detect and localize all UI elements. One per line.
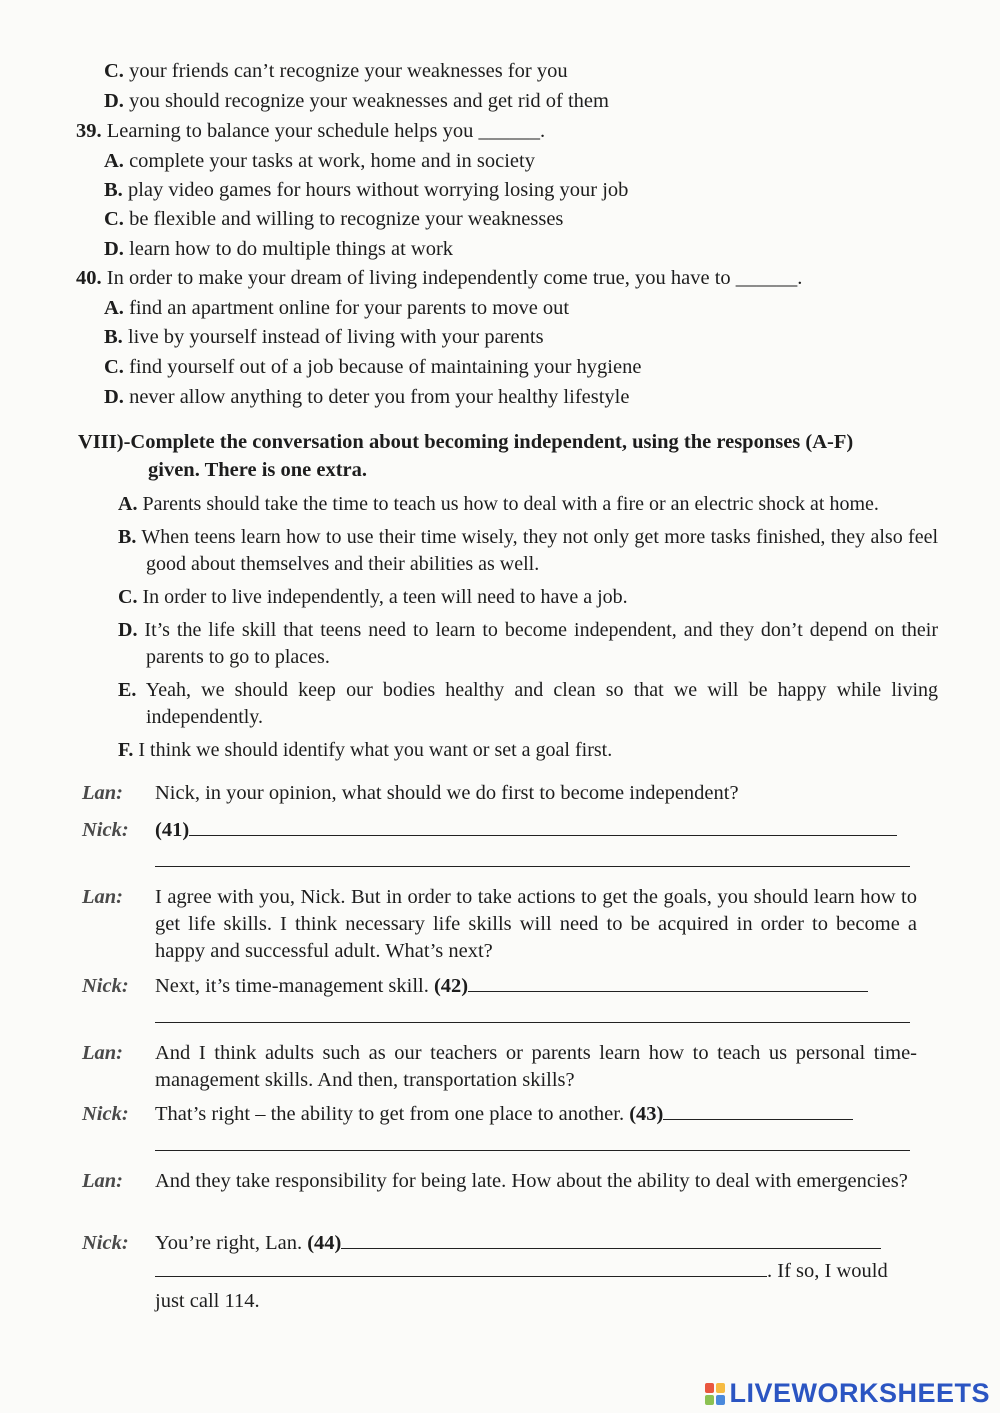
lan-line-2: I agree with you, Nick. But in order to take actions to get the goals, you should learn how to get life skills. I think necessary life skills will need to be acquired in order to become a happy and successful adult. What’s next? <box>155 886 917 962</box>
lan-line-1: Nick, in your opinion, what should we do first to become independent? <box>155 782 739 804</box>
q40-option-b: B. live by yourself instead of living with your parents <box>104 326 544 348</box>
q39-option-b: B. play video games for hours without worrying losing your job <box>104 179 629 201</box>
response-list <box>118 491 938 764</box>
section-8-heading: VIII)-Complete the conversation about becoming independent, using the responses (A-F) given. There is one extra. <box>78 431 854 481</box>
q39-blank[interactable]: ______ <box>478 120 540 142</box>
response-b: B. When teens learn how to use their time wisely, they not only get more tasks finished, they also feel good about themselves and their abilities as well. <box>118 526 939 575</box>
answer-44-blank-line-2[interactable] <box>155 1258 767 1277</box>
response-d: D. It’s the life skill that teens need to learn to become independent, and they don’t depend on their parents to go to places. <box>118 619 938 668</box>
q38-option-c: C. your friends can’t recognize your weaknesses for you <box>104 60 568 82</box>
q38-option-d: D. you should recognize your weaknesses and get rid of them <box>104 90 609 112</box>
nick-line-44-cont: . If so, I would <box>155 1258 917 1285</box>
speaker-nick: Nick: <box>82 1103 129 1125</box>
lan-line-4: And they take responsibility for being late. How about the ability to deal with emergencies? <box>155 1170 908 1192</box>
answer-44-blank[interactable] <box>341 1230 881 1249</box>
nick-line-42: Next, it’s time-management skill. (42) <box>155 973 917 1000</box>
answer-42-blank[interactable] <box>468 973 868 992</box>
q39-option-a: A. complete your tasks at work, home and in society <box>104 150 535 172</box>
q40-option-d: D. never allow anything to deter you from your healthy lifestyle <box>104 386 630 408</box>
response-a: A. Parents should take the time to teach us how to deal with a fire or an electric shock at home. <box>118 493 879 515</box>
nick-line-44: You’re right, Lan. (44) <box>155 1230 917 1257</box>
speaker-lan: Lan: <box>82 1170 123 1192</box>
answer-43-blank-line-2[interactable] <box>155 1150 910 1151</box>
answer-41-blank[interactable] <box>189 817 897 836</box>
speaker-nick: Nick: <box>82 819 129 841</box>
speaker-lan: Lan: <box>82 886 123 908</box>
nick-line-44-end: just call 114. <box>155 1290 260 1312</box>
answer-43-blank[interactable] <box>663 1101 853 1120</box>
speaker-lan: Lan: <box>82 1042 123 1064</box>
liveworksheets-logo: LIVEWORKSHEETS <box>705 1378 990 1409</box>
q40-blank[interactable]: ______ <box>735 267 798 289</box>
q39-option-d: D. learn how to do multiple things at work <box>104 238 454 260</box>
q39-stem: 39. Learning to balance your schedule helps you ______. <box>76 120 546 142</box>
answer-42-blank-line-2[interactable] <box>155 1022 910 1023</box>
speaker-lan: Lan: <box>82 782 123 804</box>
nick-line-43: That’s right – the ability to get from one place to another. (43) <box>155 1101 917 1128</box>
speaker-nick: Nick: <box>82 1232 129 1254</box>
response-e: E. Yeah, we should keep our bodies healthy and clean so that we will be happy while living independently. <box>118 679 938 728</box>
speaker-nick: Nick: <box>82 975 129 997</box>
response-f: F. I think we should identify what you want or set a goal first. <box>118 739 613 761</box>
lan-line-3: And I think adults such as our teachers or parents learn how to teach us personal time-management skills. And then, transportation skills? <box>155 1042 917 1091</box>
nick-line-41: (41) <box>155 817 917 844</box>
q40-option-a: A. find an apartment online for your parents to move out <box>104 297 570 319</box>
q40-stem: 40. In order to make your dream of living independently come true, you have to ______. <box>76 267 803 289</box>
response-c: C. In order to live independently, a teen will need to have a job. <box>118 586 628 608</box>
q39-option-c: C. be flexible and willing to recognize your weaknesses <box>104 208 564 230</box>
answer-41-blank-line-2[interactable] <box>155 866 910 867</box>
liveworksheets-mark-icon <box>705 1383 725 1405</box>
q40-option-c: C. find yourself out of a job because of maintaining your hygiene <box>104 356 642 378</box>
